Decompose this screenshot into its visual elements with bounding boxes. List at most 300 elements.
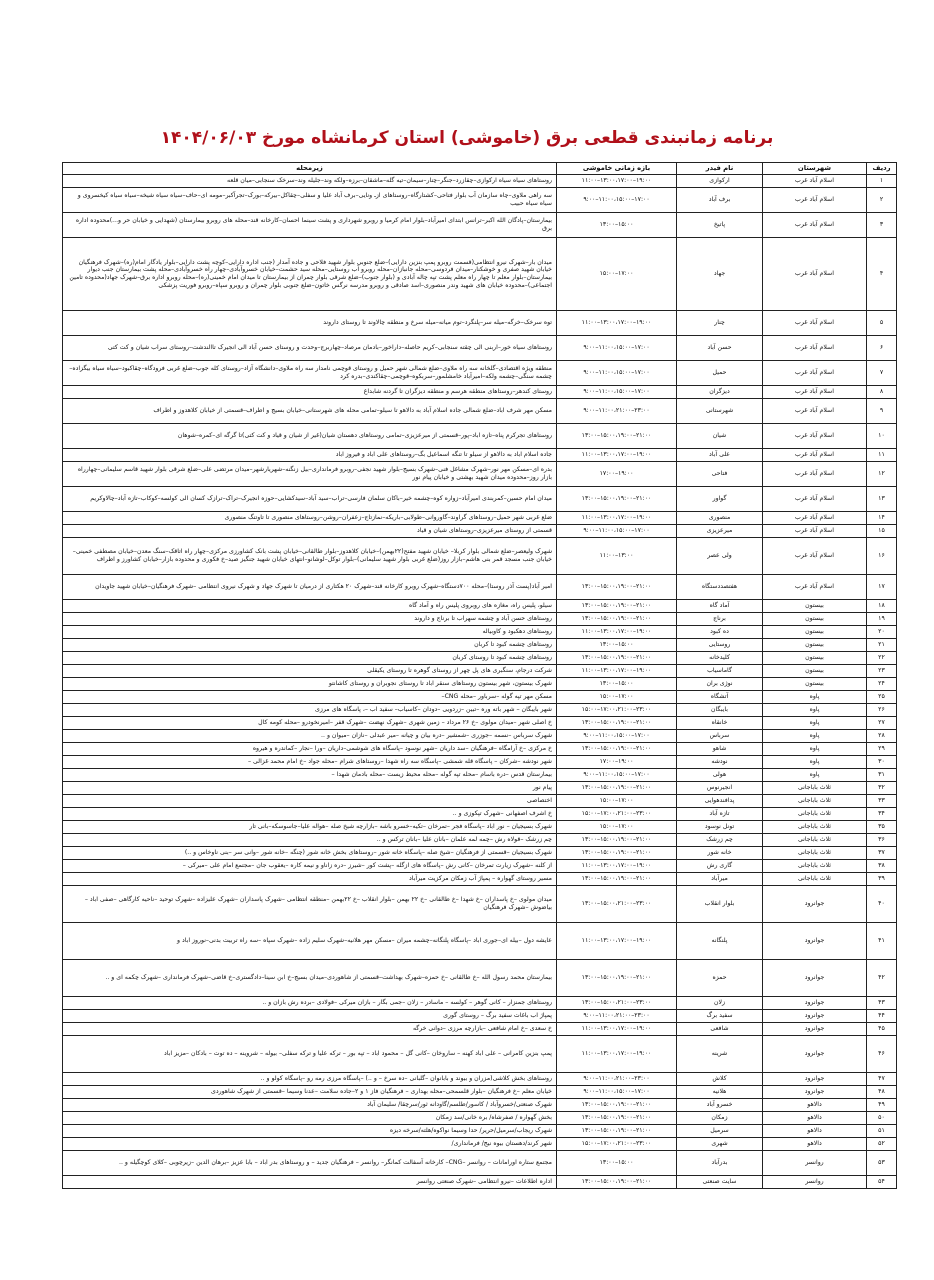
- table-row: [63, 1099, 897, 1112]
- cell-outage-time: ۹:۰۰–۱۱:۰۰،۱۵:۰۰–۱۷:۰۰: [557, 188, 677, 213]
- cell-outage-time: ۱۳:۰۰–۱۵:۰۰،۱۹:۰۰–۲۱:۰۰: [557, 873, 677, 886]
- cell-feeder-name: جهاد: [677, 238, 763, 311]
- cell-outage-time: ۱۵:۰۰–۱۷:۰۰: [557, 795, 677, 808]
- cell-outage-time: ۹:۰۰–۱۱:۰۰،۱۵:۰۰–۱۷:۰۰: [557, 730, 677, 743]
- cell-city: جوانرود: [763, 923, 867, 960]
- cell-row-number: ۱۷: [867, 575, 897, 600]
- cell-city: اسلام آباد غرب: [763, 538, 867, 575]
- cell-feeder-name: گاماسیاب: [677, 665, 763, 678]
- cell-feeder-name: هفتصددستگاه: [677, 575, 763, 600]
- cell-outage-time: ۱۵:۰۰–۱۷:۰۰: [557, 821, 677, 834]
- table-row: [63, 847, 897, 860]
- cell-outage-time: ۱۱:۰۰–۱۳:۰۰،۱۷:۰۰–۱۹:۰۰: [557, 311, 677, 336]
- table-row: [63, 873, 897, 886]
- header-outage-time: بازه زمانی خاموشی: [557, 163, 677, 175]
- cell-feeder-name: سفید برگ: [677, 1010, 763, 1023]
- cell-city: اسلام آباد غرب: [763, 386, 867, 399]
- cell-feeder-name: ارکوازی: [677, 175, 763, 188]
- cell-city: ثلاث باباجانی: [763, 873, 867, 886]
- cell-row-number: ۲۱: [867, 639, 897, 652]
- cell-feeder-name: روستایی: [677, 639, 763, 652]
- cell-row-number: ۱۶: [867, 538, 897, 575]
- cell-outage-time: ۱۳:۰۰–۱۵:۰۰: [557, 1151, 677, 1176]
- header-area: زیرمحله: [63, 163, 557, 175]
- table-row: [63, 678, 897, 691]
- cell-city: جوانرود: [763, 886, 867, 923]
- cell-area: توه سرخک–خرگه–میله سر–پلنگرد–توم میانه–میله سرخ و منطقه چالاوند تا روستای داروند: [63, 311, 557, 336]
- cell-city: ثلاث باباجانی: [763, 782, 867, 795]
- cell-row-number: ۴۷: [867, 1073, 897, 1086]
- cell-outage-time: ۱۳:۰۰–۱۵:۰۰،۱۹:۰۰–۲۱:۰۰: [557, 487, 677, 512]
- cell-feeder-name: تونل نوسود: [677, 821, 763, 834]
- cell-row-number: ۲۴: [867, 678, 897, 691]
- table-row: [63, 399, 897, 424]
- cell-row-number: ۳۹: [867, 873, 897, 886]
- table-row: [63, 834, 897, 847]
- cell-city: اسلام آباد غرب: [763, 336, 867, 361]
- cell-city: اسلام آباد غرب: [763, 399, 867, 424]
- cell-city: اسلام آباد غرب: [763, 512, 867, 525]
- table-row: [63, 769, 897, 782]
- cell-city: دالاهو: [763, 1112, 867, 1125]
- cell-area: ضلع غربی شهر حمیل–روستاهای گراوند–گاوروانی–طولابی–باریکه–نمازتاج–زعفران–روشن–روستاهای منصوری تا تاوتنگ منصوری: [63, 512, 557, 525]
- cell-city: بیستون: [763, 639, 867, 652]
- table-row: [63, 782, 897, 795]
- cell-outage-time: ۱۵:۰۰–۱۷:۰۰،۲۱:۰۰–۲۳:۰۰: [557, 808, 677, 821]
- cell-row-number: ۷: [867, 361, 897, 386]
- header-feeder: نام فیدر: [677, 163, 763, 175]
- cell-area: سه راهی ملاوی–چاه سازمان آب بلوار فتاحی–کشتارگاه–روستاهای ازـ ونایی–برف آباد علیا و سفلی–چقاکل–بیرکه–بورک–تجرآکبر–مومه ای–حاف–سیاه سیاه شیخه–سیاه سیاه کیخسروی و سیاه سیاه حبیب: [63, 188, 557, 213]
- cell-city: اسلام آباد غرب: [763, 449, 867, 462]
- cell-feeder-name: نوژی بران: [677, 678, 763, 691]
- cell-area: روستاهای سیاه سیاه ارکوازی–چقازرد–جنگر–چنار–سیمان–تیه گله–ماشقان–برزه–ولکه وند–جلیله وند–سرخک سنجابی–میان قلعه: [63, 175, 557, 188]
- cell-city: پاوه: [763, 730, 867, 743]
- cell-feeder-name: آماد گاه: [677, 600, 763, 613]
- cell-outage-time: ۹:۰۰–۱۱:۰۰،۱۵:۰۰–۱۷:۰۰: [557, 336, 677, 361]
- cell-outage-time: ۹:۰۰–۱۱:۰۰،۱۵:۰۰–۱۷:۰۰: [557, 386, 677, 399]
- cell-city: اسلام آباد غرب: [763, 188, 867, 213]
- cell-row-number: ۴۹: [867, 1099, 897, 1112]
- cell-city: بیستون: [763, 665, 867, 678]
- table-row: [63, 175, 897, 188]
- cell-city: اسلام آباد غرب: [763, 238, 867, 311]
- table-row: [63, 808, 897, 821]
- cell-area: روستاهای چشمه کبود تا کربان: [63, 639, 557, 652]
- cell-feeder-name: بلوار انقلاب: [677, 886, 763, 923]
- cell-feeder-name: علی آباد: [677, 449, 763, 462]
- cell-area: مجتمع ستاره اورامانات – روانسر –CNG– کارخانه آسفالت کمانگر– روانسر – فرهنگیان جدید – و روستاهای بدر اباد – بابا عزیز –برهان الدین –زیرچوبی –کلای کوچگیله و ..: [63, 1151, 557, 1176]
- table-row: [63, 743, 897, 756]
- cell-outage-time: ۹:۰۰–۱۱:۰۰،۱۵:۰۰–۱۷:۰۰: [557, 769, 677, 782]
- cell-feeder-name: کلیدخانه: [677, 652, 763, 665]
- cell-outage-time: ۱۳:۰۰–۱۵:۰۰: [557, 678, 677, 691]
- cell-feeder-name: انجیرنوس: [677, 782, 763, 795]
- table-row: [63, 1023, 897, 1036]
- cell-feeder-name: زمکان: [677, 1112, 763, 1125]
- cell-feeder-name: گواور: [677, 487, 763, 512]
- cell-outage-time: ۱۳:۰۰–۱۵:۰۰،۱۹:۰۰–۲۱:۰۰: [557, 1176, 677, 1189]
- cell-city: پاوه: [763, 691, 867, 704]
- cell-feeder-name: خانه شور: [677, 847, 763, 860]
- cell-row-number: ۵۱: [867, 1125, 897, 1138]
- cell-row-number: ۱۰: [867, 424, 897, 449]
- table-header-row: [63, 163, 897, 175]
- table-row: [63, 462, 897, 487]
- table-row: [63, 613, 897, 626]
- cell-outage-time: ۱۷:۰۰–۱۹:۰۰: [557, 462, 677, 487]
- cell-row-number: ۵: [867, 311, 897, 336]
- table-row: [63, 1151, 897, 1176]
- cell-row-number: ۵۰: [867, 1112, 897, 1125]
- cell-city: ثلاث باباجانی: [763, 795, 867, 808]
- cell-row-number: ۴۸: [867, 1086, 897, 1099]
- cell-row-number: ۳۶: [867, 834, 897, 847]
- cell-area: شهرک بسیجیان –قسمتی از فرهنگیان –شیخ صله –پاسگاه خانه شور –روستاهای بخش خانه شور (چنگه –خانه شور –وانی سر –بنی ناوخاس و ..): [63, 847, 557, 860]
- cell-area: سیلو، پلیس راه، مغازه های روبروی پلیس راه و آماد گاه: [63, 600, 557, 613]
- cell-city: پاوه: [763, 717, 867, 730]
- cell-row-number: ۱۲: [867, 462, 897, 487]
- cell-area: بیمارستان قدس –دره باسام –محله تپه گوله –محله محیط زیست –محله بادمان شهدا –: [63, 769, 557, 782]
- table-row: [63, 525, 897, 538]
- cell-outage-time: ۱۳:۰۰–۱۵:۰۰،۲۱:۰۰–۲۳:۰۰: [557, 886, 677, 923]
- cell-outage-time: ۱۳:۰۰–۱۵:۰۰،۱۹:۰۰–۲۱:۰۰: [557, 652, 677, 665]
- cell-outage-time: ۱۷:۰۰–۱۹:۰۰: [557, 756, 677, 769]
- cell-city: اسلام آباد غرب: [763, 487, 867, 512]
- cell-row-number: ۲۶: [867, 704, 897, 717]
- cell-feeder-name: تازه آباد: [677, 808, 763, 821]
- cell-outage-time: ۱۵:۰۰–۱۷:۰۰: [557, 691, 677, 704]
- cell-outage-time: ۱۵:۰۰–۱۷:۰۰،۲۱:۰۰–۲۳:۰۰: [557, 1138, 677, 1151]
- cell-area: میدان بار–شهرک نیرو انتظامی(قسمت روبرو پمپ بنزین دارایی)–ضلع جنوبی بلوار شهید فلاحی و جاده آمدار (جنب اداره دارایی–کوچه پشت دارایی–بلوار یادگار امام(ره)–شهرک فرهنگیان خیابان شهید صفری و خوشکنار–میدان فردوسی–محله جانبازان–محله روبرو آب روستایی–محله سید حشمت–خیابان خسروآبادی–چهار راه خسروآبادی–محله پشت بیمارستان جنب دیوار بیمارستان–بلوار معلم تا چهار راه معلم پشت تپه چاله آبادی و (بلوار جنوب)–ضلع شرقی بلوار چمران از بیمارستان تا میدان امام خمینی(ره)–محله روبرو اداره برق–شهرک جهاد(محدوده تامین اجتماعی)–محدوده خیابان های شهید وندر منصوری–اسد صادقی و روبرو مدرسه نرگس خاتون–ضلع جنوبی بلوار چمران و روبرو سپاه–روبرو فوریت پزشکی: [63, 238, 557, 311]
- cell-row-number: ۶: [867, 336, 897, 361]
- cell-area: خیابان معلم –خ فرهنگیان –بلوار قلسمحی–محله بهداری – فرهنگیان فاز ۱ و ۲–جاده سلامت –عدنا وسیما –قسمتی از شهرک شاهوردی: [63, 1086, 557, 1099]
- cell-row-number: ۱۱: [867, 449, 897, 462]
- cell-outage-time: ۹:۰۰–۱۱:۰۰،۲۱:۰۰–۲۳:۰۰: [557, 1010, 677, 1023]
- cell-area: شهرک بسیجیان – نور اباد –پاسگاه فجر –تمرخان –تکیه–خسرو باشه –بازارچه شیخ صله –هواله علیا–جاسوسکه–بانی تار: [63, 821, 557, 834]
- table-row: [63, 188, 897, 213]
- table-row: [63, 361, 897, 386]
- cell-outage-time: ۱۱:۰۰–۱۳:۰۰: [557, 538, 677, 575]
- table-row: [63, 1086, 897, 1099]
- cell-feeder-name: کلاش: [677, 1073, 763, 1086]
- cell-outage-time: ۹:۰۰–۱۱:۰۰،۱۵:۰۰–۱۷:۰۰: [557, 525, 677, 538]
- cell-city: دالاهو: [763, 1138, 867, 1151]
- cell-feeder-name: حسن آباد: [677, 336, 763, 361]
- table-row: [63, 512, 897, 525]
- table-row: [63, 997, 897, 1010]
- cell-feeder-name: سرباس: [677, 730, 763, 743]
- cell-row-number: ۳۷: [867, 847, 897, 860]
- cell-row-number: ۲۲: [867, 652, 897, 665]
- cell-row-number: ۱۴: [867, 512, 897, 525]
- table-row: [63, 487, 897, 512]
- cell-feeder-name: حمزه: [677, 960, 763, 997]
- cell-row-number: ۳۱: [867, 769, 897, 782]
- cell-area: شهرک ولیعصر–ضلع شمالی بلوار کربلا– خیابان شهید مفتح(۲۲بهمن)–خیابان کلاهدوز–بلوار طالقانی–خیابان پشت بانک کشاورزی مرکزی–چهار راه اتاقک–سنگ معدن–خیابان مصطفی خمینی–خیابان جنب مسجد قمر بنی هاشم–بازار روز(ضلع غربی بلوار شهید سلیمانی)–بلوار توکل–لوشانو–انتهای خیابان شهید جنگیز صید–خ فکوری و محدوده بازار–خیابان کشاورز و اطراف: [63, 538, 557, 575]
- cell-area: امیر آباد(پست آذر روستا)–محله ۷۰۰دستگاه–شهرک روبرو کارخانه قند–شهرک ۲۰ هکتاری از درمیان تا شهرک جهاد و شهرک نیروی انتظامی –شهرک فرهنگیان–خیابان شهید جاویدان: [63, 575, 557, 600]
- cell-feeder-name: هلانیه: [677, 1086, 763, 1099]
- cell-row-number: ۲۰: [867, 626, 897, 639]
- cell-outage-time: ۱۱:۰۰–۱۳:۰۰،۱۷:۰۰–۱۹:۰۰: [557, 923, 677, 960]
- cell-city: دالاهو: [763, 1099, 867, 1112]
- cell-city: ثلاث باباجانی: [763, 821, 867, 834]
- cell-outage-time: ۱۳:۰۰–۱۵:۰۰،۱۹:۰۰–۲۱:۰۰: [557, 1099, 677, 1112]
- cell-row-number: ۳: [867, 213, 897, 238]
- table-row: [63, 860, 897, 873]
- table-row: [63, 336, 897, 361]
- cell-feeder-name: سایت صنعتی: [677, 1176, 763, 1189]
- cell-row-number: ۳۵: [867, 821, 897, 834]
- cell-feeder-name: بایبگان: [677, 704, 763, 717]
- cell-area: روستاهای بخش کلاشی(مزران و بیوند و بابانوان –گلبانی –ده سرخ – و ..) –پاسگاه مرزی رمه رو –پاسگاه کولو و ..: [63, 1073, 557, 1086]
- cell-area: بخش گهواره / صفرشاه/ بره خانی/سد زمکان: [63, 1112, 557, 1125]
- cell-outage-time: ۱۳:۰۰–۱۵:۰۰،۱۹:۰۰–۲۱:۰۰: [557, 834, 677, 847]
- cell-feeder-name: شاهو: [677, 743, 763, 756]
- cell-area: شهرک صنعتی/خسروآباد / کاسور/طلسم/گاودانه ثور/سرچقا/ سلیمان آباد: [63, 1099, 557, 1112]
- cell-row-number: ۴۰: [867, 886, 897, 923]
- table-row: [63, 424, 897, 449]
- cell-area: مسکن مهر تپه گوله –سرباور –محله CNG–: [63, 691, 557, 704]
- cell-area: مسکن مهر شرف اباد–ضلع شمالی جاده اسلام آباد به دالاهو تا سیلو–تمامی محله های شهرستانی–خیابان بسیج و اطراف–قسمتی از خیابان کلاهدوز و اطراف: [63, 399, 557, 424]
- cell-feeder-name: هولی: [677, 769, 763, 782]
- cell-outage-time: ۱۳:۰۰–۱۵:۰۰: [557, 639, 677, 652]
- cell-city: جوانرود: [763, 1023, 867, 1036]
- cell-feeder-name: شافعی: [677, 1023, 763, 1036]
- cell-area: خ اشرف اصفهانی –شهرک تپکوزی و ..: [63, 808, 557, 821]
- table-row: [63, 691, 897, 704]
- cell-row-number: ۵۴: [867, 1176, 897, 1189]
- cell-city: جوانرود: [763, 1086, 867, 1099]
- cell-area: شرکت درجام، سنگبری های پل چهر از روستای گوهره تا روستای یکیقلی: [63, 665, 557, 678]
- cell-area: مسیر روستای گهواره – پمپاژ آب زمکان مرکزیت میرآباد: [63, 873, 557, 886]
- cell-feeder-name: حمیل: [677, 361, 763, 386]
- table-row: [63, 1176, 897, 1189]
- cell-row-number: ۳۳: [867, 795, 897, 808]
- cell-feeder-name: نودشه: [677, 756, 763, 769]
- cell-feeder-name: بدرآباد: [677, 1151, 763, 1176]
- cell-outage-time: ۱۱:۰۰–۱۳:۰۰،۱۷:۰۰–۱۹:۰۰: [557, 626, 677, 639]
- cell-feeder-name: سرمیل: [677, 1125, 763, 1138]
- table-row: [63, 238, 897, 311]
- cell-city: جوانرود: [763, 1036, 867, 1073]
- cell-city: ثلاث باباجانی: [763, 860, 867, 873]
- cell-city: اسلام آباد غرب: [763, 575, 867, 600]
- cell-row-number: ۲۳: [867, 665, 897, 678]
- cell-area: شهر بایبگان – شهر باته وره –تبین –زردویی –دودان –کاسیاب– سفید اب –، پاسگاه های مرزی: [63, 704, 557, 717]
- cell-city: بیستون: [763, 600, 867, 613]
- header-city: شهرستان: [763, 163, 867, 175]
- table-row: [63, 575, 897, 600]
- cell-row-number: ۱: [867, 175, 897, 188]
- cell-outage-time: ۱۱:۰۰–۱۳:۰۰،۱۷:۰۰–۱۹:۰۰: [557, 1023, 677, 1036]
- cell-row-number: ۲۹: [867, 743, 897, 756]
- cell-feeder-name: چم زرشک: [677, 834, 763, 847]
- cell-city: پاوه: [763, 769, 867, 782]
- cell-area: بدره ای–مسکن مهر نور–شهرک مشاغل فنی–شهرک بسیج–بلوار شهید نجفی–روبرو فرمانداری–بیل زنگنه–شهریارشهر–میدان مرتضی علی–ضلع شرقی بلوار شهید قاسم سلیمانی–چهارراه بازار روز–محدوده میدان شهید بهشتی و خیابان پیام نور: [63, 462, 557, 487]
- cell-city: پاوه: [763, 743, 867, 756]
- cell-city: جوانرود: [763, 1010, 867, 1023]
- cell-row-number: ۲۷: [867, 717, 897, 730]
- cell-feeder-name: ولی عصر: [677, 538, 763, 575]
- table-row: [63, 730, 897, 743]
- table-row: [63, 960, 897, 997]
- cell-feeder-name: چنار: [677, 311, 763, 336]
- cell-city: اسلام آباد غرب: [763, 525, 867, 538]
- table-row: [63, 626, 897, 639]
- cell-outage-time: ۱۱:۰۰–۱۳:۰۰،۱۷:۰۰–۱۹:۰۰: [557, 512, 677, 525]
- cell-area: میدان امام حسین–کمربندی امیرآباد–زواره کوه–چشمه خیر–باکان سلمان فارسی–تراب–سید آباد–سیدکشایی–حوزه انجیرک–تراک–ترازک کسان الی کولسه–کوکاب–تازه آباد–چالاوکریم: [63, 487, 557, 512]
- cell-area: شهر کرند/دهستان بیوه نیج/ فرمانداری/: [63, 1138, 557, 1151]
- cell-area: بیمارستان محمد رسول الله –خ طالقانی –خ حمزه–شهرک بهداشت–قسمتی از شاهوردی–میدان بسیج–خ ابن سینا–دادگستری–خ قاضی–شهرک فرمانداری –شهرک چکمه ای و ..: [63, 960, 557, 997]
- table-row: [63, 821, 897, 834]
- cell-row-number: ۴۴: [867, 1010, 897, 1023]
- table-row: [63, 1112, 897, 1125]
- cell-city: اسلام آباد غرب: [763, 424, 867, 449]
- cell-area: خ مرکزی –خ آرامگاه –فرهنگیان –سد داریان –شهر نوسود –پاسگاه های شوشمی–داریان –ورا –نجار –کماندره و هیروه: [63, 743, 557, 756]
- cell-city: اسلام آباد غرب: [763, 311, 867, 336]
- cell-row-number: ۳۸: [867, 860, 897, 873]
- table-row: [63, 449, 897, 462]
- cell-feeder-name: منصوری: [677, 512, 763, 525]
- cell-city: بیستون: [763, 678, 867, 691]
- cell-outage-time: ۱۱:۰۰–۱۳:۰۰،۱۷:۰۰–۱۹:۰۰: [557, 665, 677, 678]
- cell-feeder-name: برف آباد: [677, 188, 763, 213]
- cell-city: دالاهو: [763, 1125, 867, 1138]
- cell-city: ثلاث باباجانی: [763, 847, 867, 860]
- table-row: [63, 213, 897, 238]
- table-row: [63, 795, 897, 808]
- cell-outage-time: ۹:۰۰–۱۱:۰۰،۲۱:۰۰–۲۳:۰۰: [557, 399, 677, 424]
- cell-row-number: ۵۲: [867, 1138, 897, 1151]
- table-row: [63, 717, 897, 730]
- cell-area: منطقه ویژه اقتصادی–گلخانه سه راه ملاوی–ضلع شمالی شهر حمیل و روستای قوچمی نامدار سه راه ملاوی–دانشگاه آزاد–روستای کله جوب–ضلع غربی فرودگاه–چقاکبود–سیاه سیاه بیگزاده–چشمه سنگی–چشمه ولکه–امیرآباد خامشلمور–سربکوه–قوچمی–چقاکندی–بدره کرد: [63, 361, 557, 386]
- cell-area: بیمارستان–پادگان الله اکبر–ترانس ابتدای امیرآباد–بلوار امام کرمیا و روبرو شهرداری و پشت سینما احسان–کارخانه قند–محله های روبرو بیمارستان (شهدایی و خیابان حر و...)محدوده اداره برق: [63, 213, 557, 238]
- cell-outage-time: ۱۳:۰۰–۱۵:۰۰: [557, 213, 677, 238]
- table-row: [63, 1036, 897, 1073]
- cell-city: پاوه: [763, 756, 867, 769]
- cell-area: شهرک بیستون، شهر بیستون روستاهای سنقر اباد تا روستای نجوبران و روستای کاشانتو: [63, 678, 557, 691]
- cell-outage-time: ۱۳:۰۰–۱۵:۰۰،۱۹:۰۰–۲۱:۰۰: [557, 424, 677, 449]
- cell-outage-time: ۱۳:۰۰–۱۵:۰۰،۱۹:۰۰–۲۱:۰۰: [557, 743, 677, 756]
- cell-outage-time: ۱۱:۰۰–۱۳:۰۰،۱۷:۰۰–۱۹:۰۰: [557, 1036, 677, 1073]
- cell-row-number: ۴۱: [867, 923, 897, 960]
- cell-city: روانسر: [763, 1176, 867, 1189]
- cell-area: قسمتی از روستای میرعزیزی–روستاهای شیان و قیاد: [63, 525, 557, 538]
- cell-outage-time: ۹:۰۰–۱۱:۰۰،۱۵:۰۰–۱۷:۰۰: [557, 361, 677, 386]
- table-row: [63, 652, 897, 665]
- cell-city: بیستون: [763, 613, 867, 626]
- cell-row-number: ۴۶: [867, 1036, 897, 1073]
- cell-area: روستاهای حسن آباد و چشمه سهراب تا برناج و داروند: [63, 613, 557, 626]
- table-row: [63, 1125, 897, 1138]
- cell-outage-time: ۱۱:۰۰–۱۳:۰۰،۱۷:۰۰–۱۹:۰۰: [557, 449, 677, 462]
- cell-feeder-name: شیان: [677, 424, 763, 449]
- cell-feeder-name: میرعزیزی: [677, 525, 763, 538]
- cell-city: اسلام آباد غرب: [763, 462, 867, 487]
- cell-city: اسلام آباد غرب: [763, 361, 867, 386]
- cell-area: اختصاصی: [63, 795, 557, 808]
- cell-city: بیستون: [763, 652, 867, 665]
- cell-area: روستاهای دهکبود و کاوبیاله: [63, 626, 557, 639]
- cell-outage-time: ۱۵:۰۰–۱۷:۰۰،۲۱:۰۰–۲۳:۰۰: [557, 704, 677, 717]
- cell-outage-time: ۱۳:۰۰–۱۵:۰۰،۱۹:۰۰–۲۱:۰۰: [557, 600, 677, 613]
- cell-feeder-name: پدافندهوایی: [677, 795, 763, 808]
- cell-row-number: ۴۳: [867, 997, 897, 1010]
- cell-area: روستای کندهر–روستاهای منطقه هرسم و منطقه دیزگران تا گردنه شابداغ: [63, 386, 557, 399]
- outage-schedule-table: [62, 162, 897, 1189]
- table-row: [63, 538, 897, 575]
- cell-feeder-name: خانقاه: [677, 717, 763, 730]
- cell-city: ثلاث باباجانی: [763, 834, 867, 847]
- cell-outage-time: ۱۳:۰۰–۱۵:۰۰،۲۱:۰۰–۲۳:۰۰: [557, 997, 677, 1010]
- table-row: [63, 704, 897, 717]
- cell-area: اداره اطلاعات –نیرو انتظامی –شهرک صنعتی روانسر: [63, 1176, 557, 1189]
- cell-feeder-name: فتاحی: [677, 462, 763, 487]
- cell-outage-time: ۹:۰۰–۱۱:۰۰،۲۱:۰۰–۲۳:۰۰: [557, 1073, 677, 1086]
- cell-area: روستاهای تجرکرم پناه–تازه اباد–پور–قسمتی از میرعزیزی–تمامی روستاهای دهستان شیان(غیر از شیان و قیاد و کت کتی)تا گرگه ای–کمره–شوهان: [63, 424, 557, 449]
- cell-row-number: ۳۲: [867, 782, 897, 795]
- cell-area: پمپ بنزین کامرانی – علی اباد کهنه – ساروخان –کانی گل – محمود اباد – تپه بور – ترکه علیا و ترکه سفلی– بیوله – شروینه – ده توت – بادکان –مزیز اباد: [63, 1036, 557, 1073]
- cell-city: جوانرود: [763, 997, 867, 1010]
- cell-outage-time: ۱۱:۰۰–۱۳:۰۰،۱۷:۰۰–۱۹:۰۰: [557, 860, 677, 873]
- cell-feeder-name: دیزگران: [677, 386, 763, 399]
- cell-row-number: ۴۲: [867, 960, 897, 997]
- cell-city: روانسر: [763, 1151, 867, 1176]
- cell-outage-time: ۱۳:۰۰–۱۵:۰۰،۱۹:۰۰–۲۱:۰۰: [557, 847, 677, 860]
- cell-city: اسلام آباد غرب: [763, 175, 867, 188]
- cell-outage-time: ۱۳:۰۰–۱۵:۰۰،۱۹:۰۰–۲۱:۰۰: [557, 960, 677, 997]
- cell-area: خ سعدی –خ امام شافعی –بازارچه مرزی –دوانی خرگه: [63, 1023, 557, 1036]
- cell-row-number: ۳۰: [867, 756, 897, 769]
- cell-row-number: ۱۳: [867, 487, 897, 512]
- cell-row-number: ۲: [867, 188, 897, 213]
- cell-area: چم زرشک –قولاه رش –چمه لمه علمان –بانان علیا –بانان ترکس و ..: [63, 834, 557, 847]
- cell-city: جوانرود: [763, 1073, 867, 1086]
- table-row: [63, 1138, 897, 1151]
- cell-row-number: ۴: [867, 238, 897, 311]
- cell-area: از کلنه –شهرک زیارت تمرخان –کانی رش –پاسگاه های ازگله –پشت کور –شیرز –دره زاناو و نیمه کاره –یعقوب جان –مجتمع امام علی –میرکی –: [63, 860, 557, 873]
- cell-outage-time: ۱۱:۰۰–۱۳:۰۰،۱۷:۰۰–۱۹:۰۰: [557, 175, 677, 188]
- cell-feeder-name: برناج: [677, 613, 763, 626]
- table-row: [63, 665, 897, 678]
- cell-area: شهرک سرباس –نسمه –جوزری –شمشیر –دره بیان و چیانه –میر عبدلی –نازان –میوان و ..: [63, 730, 557, 743]
- cell-area: روستاهای سیاه خور–اربنی الی چقته سنجابی–کریم حاصله–داراخور–بادمان مرصاد–چهاربرج–وحدت و روستای حسن آباد الی انجیرک تاالندشت–روستای سراب شیان و کت کتی: [63, 336, 557, 361]
- cell-feeder-name: گاری رش: [677, 860, 763, 873]
- table-row: [63, 600, 897, 613]
- table-row: [63, 1010, 897, 1023]
- cell-area: میدان مولوی –خ پاسداران –خ شهدا –خ طالقانی –خ ۲۲ بهمن –بلوار انقلاب –خ ۲۲بهمن –منطقه انتظامی –شهرک پاسداران –شهرک علیزاده –شهرک توحید –ناحیه کارگاهی –صفی اباد –بیاضوش –شهرک فرهنگیان: [63, 886, 557, 923]
- cell-city: پاوه: [763, 704, 867, 717]
- cell-outage-time: ۱۳:۰۰–۱۵:۰۰،۱۹:۰۰–۲۱:۰۰: [557, 1125, 677, 1138]
- cell-row-number: ۳۴: [867, 808, 897, 821]
- cell-feeder-name: خسرو آباد: [677, 1099, 763, 1112]
- cell-feeder-name: میرآباد: [677, 873, 763, 886]
- cell-outage-time: ۱۳:۰۰–۱۵:۰۰،۱۹:۰۰–۲۱:۰۰: [557, 575, 677, 600]
- cell-city: ثلاث باباجانی: [763, 808, 867, 821]
- cell-area: شهرک ریجاب/سرمیل/حریر/ حدا وسیما نواکوه/هلته/سرخه دیزه: [63, 1125, 557, 1138]
- cell-area: پیام نور: [63, 782, 557, 795]
- table-row: [63, 311, 897, 336]
- cell-outage-time: ۱۳:۰۰–۱۵:۰۰،۱۹:۰۰–۲۱:۰۰: [557, 1112, 677, 1125]
- cell-feeder-name: شهرستانی: [677, 399, 763, 424]
- cell-row-number: ۱۸: [867, 600, 897, 613]
- cell-area: شهر نودشه –شرکان – پاسگاه قله شمشی –پاسگاه سه راه شهدا –روستاهای شرام –محله جواد –خ امام محمد غزالی –: [63, 756, 557, 769]
- cell-feeder-name: پلنگانه: [677, 923, 763, 960]
- cell-row-number: ۴۵: [867, 1023, 897, 1036]
- document-title: برنامه زمانبندی قطعی برق (خاموشی) استان کرمانشاه مورخ ۱۴۰۴/۰۶/۰۳: [160, 128, 774, 148]
- table-row: [63, 1073, 897, 1086]
- cell-city: اسلام آباد غرب: [763, 213, 867, 238]
